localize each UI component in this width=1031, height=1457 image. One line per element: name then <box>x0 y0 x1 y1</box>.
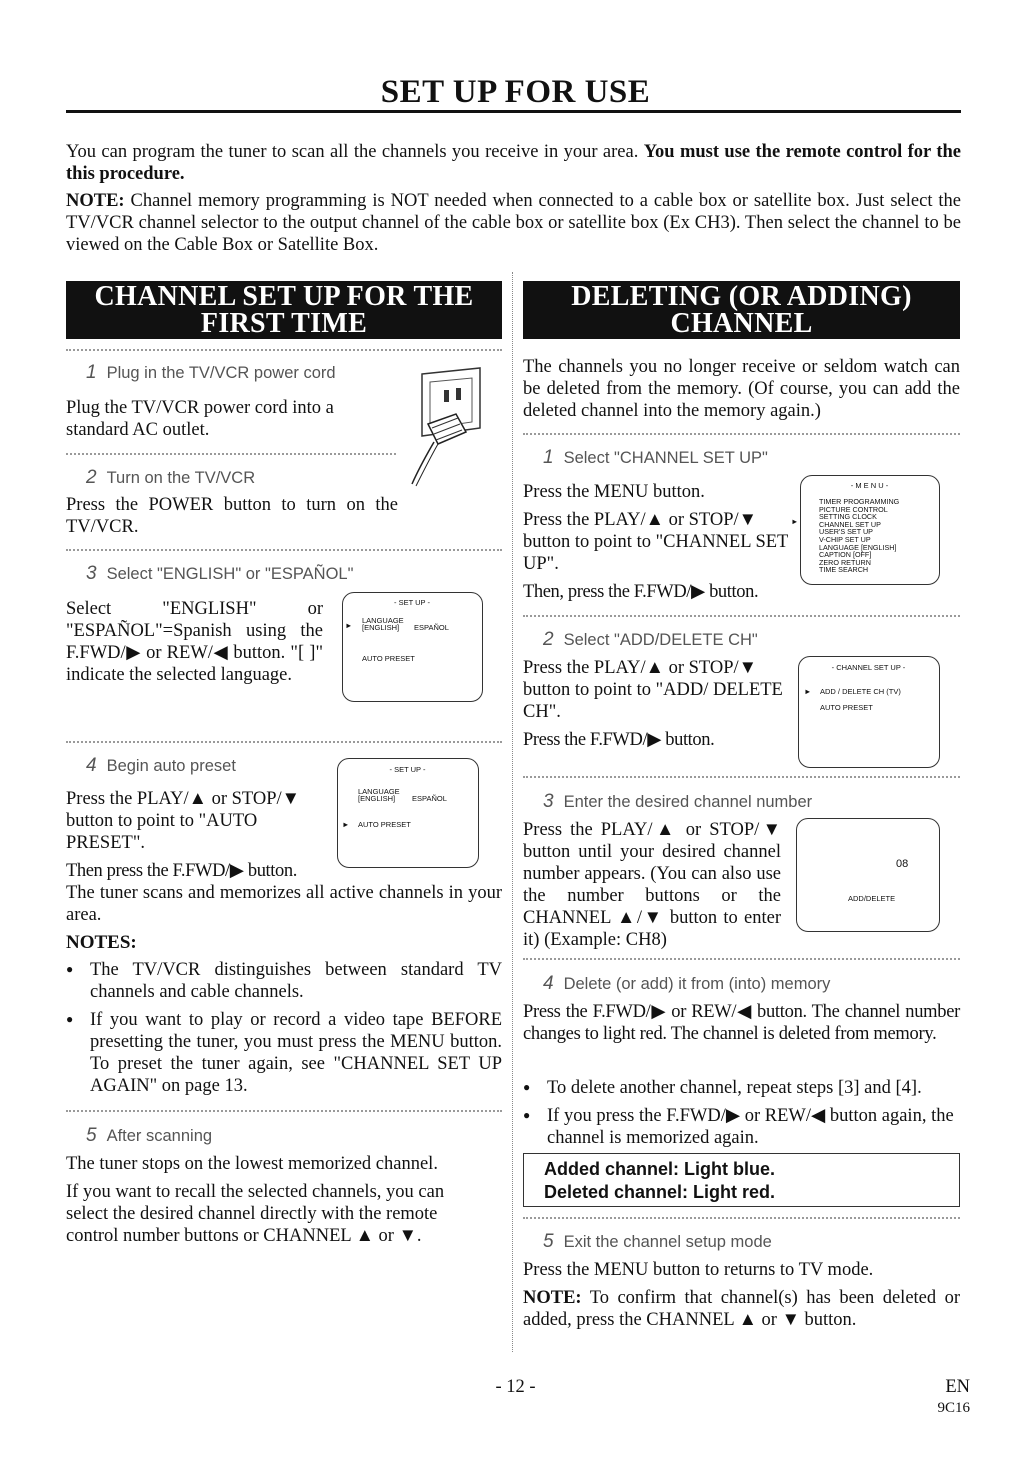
screen-header: - SET UP - <box>389 765 426 774</box>
title-rule <box>66 110 961 113</box>
channel-number-display: 08 <box>896 858 909 870</box>
step-number: 5 <box>543 1231 554 1252</box>
page-title: SET UP FOR USE <box>380 74 651 110</box>
right-step5-note <box>523 1287 960 1331</box>
screen-text: AUTO PRESET <box>358 820 411 829</box>
note-item <box>66 958 502 1003</box>
page-number: - 12 - <box>495 1377 536 1397</box>
screen-text: ADD/DELETE <box>848 894 896 903</box>
right-section-banner <box>523 281 960 339</box>
left-step1-body: Plug the TV/VCR power cord into a standard AC outlet. <box>66 398 334 440</box>
bullet-text: If you press the F.FWD/▶ or REW/◀ button again, the channel is memorized again. <box>547 1106 954 1148</box>
power-outlet-plug-icon <box>408 366 488 488</box>
right-step5-body: Press the MENU button to returns to TV mode. <box>523 1260 874 1280</box>
step-number: 2 <box>543 629 554 650</box>
screen-text: [ENGLISH] <box>362 623 400 632</box>
menu-item: PICTURE CONTROL <box>819 504 888 514</box>
notes-label: NOTES: <box>66 932 137 953</box>
step-title: Exit the channel setup mode <box>563 1233 772 1251</box>
step-number: 4 <box>543 973 554 994</box>
column-divider <box>512 272 513 1352</box>
left-step1-heading <box>86 362 336 384</box>
step-title: Begin auto preset <box>106 757 236 775</box>
left-banner-line-2: FIRST TIME <box>200 308 368 339</box>
right-step4-heading <box>543 973 830 995</box>
screen-cursor-arrow: ► <box>345 621 353 630</box>
channel-setup-screen <box>798 656 940 768</box>
step-title: After scanning <box>106 1127 213 1145</box>
left-step4-heading <box>86 755 236 777</box>
menu-item: USER'S SET UP <box>819 527 873 537</box>
step-title: Plug in the TV/VCR power cord <box>106 364 336 382</box>
divider <box>66 549 502 551</box>
screen-text: AUTO PRESET <box>362 654 415 663</box>
note-text: The TV/VCR distinguishes between standard TV channels and cable channels. <box>90 960 502 1002</box>
right-step4-body: Press the F.FWD/▶ or REW/◀ button. The channel number changes to light red. The channel is deleted from memory. <box>523 1002 960 1044</box>
right-banner-line-2: CHANNEL <box>670 308 813 339</box>
note-text: Channel memory programming is NOT needed when connected to a cable box or satellite box. Just select the TV/VCR channel selector to the output channel of the cable box or satellite box (Ex CH3). Then select the channel to be viewed on the Cable Box or Satellite Box. <box>66 191 962 255</box>
left-step2-body: Press the POWER button to turn on the TV/VCR. <box>66 495 398 537</box>
screen-text: LANGUAGE <box>362 616 404 625</box>
step-title: Turn on the TV/VCR <box>106 469 256 487</box>
divider <box>523 1217 960 1219</box>
step-title: Select "CHANNEL SET UP" <box>563 449 768 467</box>
note-text: To confirm that channel(s) has been deleted or added, press the CHANNEL ▲ or ▼ button. <box>523 1288 961 1330</box>
channel-number-screen <box>796 818 940 932</box>
screen-text: AUTO PRESET <box>820 703 873 712</box>
right-step2-body1: Press the PLAY/▲ or STOP/▼ button to point to "ADD/ DELETE CH". <box>523 658 783 722</box>
left-step3-heading <box>86 563 353 585</box>
intro-paragraph <box>66 141 961 185</box>
left-step5-heading <box>86 1125 212 1147</box>
menu-item: CHANNEL SET UP <box>819 519 881 529</box>
right-step1-body2: Press the PLAY/▲ or STOP/▼ button to point to "CHANNEL SET UP". <box>523 510 789 574</box>
deleted-channel-legend: Deleted channel: Light red. <box>544 1182 776 1202</box>
screen-cursor-arrow: ► <box>342 820 350 829</box>
step-title: Select "ENGLISH" or "ESPAÑOL" <box>106 565 354 583</box>
bullet-text: To delete another channel, repeat steps [3] and [4]. <box>547 1078 922 1098</box>
divider <box>66 349 502 351</box>
right-intro: The channels you no longer receive or seldom watch can be deleted from the memory. (Of course, you can add the deleted channel into the memory again.) <box>523 357 960 421</box>
step-number: 2 <box>86 467 97 488</box>
left-step3-body: Select "ENGLISH" or "ESPAÑOL"=Spanish using the F.FWD/▶ or REW/◀ button. "[ ]" indicate the selected language. <box>66 599 323 685</box>
divider <box>523 615 960 617</box>
screen-text: ADD / DELETE CH (TV) <box>820 687 901 696</box>
step-number: 4 <box>86 755 97 776</box>
note-text: If you want to play or record a video tape BEFORE presetting the tuner, you must press the MENU button. To preset the tuner again, see "CHANNEL SET UP AGAIN" on page 13. <box>90 1010 502 1096</box>
step-number: 1 <box>86 362 97 383</box>
right-step1-body1: Press the MENU button. <box>523 482 705 502</box>
right-step5-heading <box>543 1231 772 1253</box>
divider <box>66 1110 502 1112</box>
left-step5-body2: If you want to recall the selected channels, you can select the desired channel directly with the remote control number buttons or CHANNEL ▲ or ▼. <box>66 1182 445 1246</box>
step-number: 3 <box>543 791 554 812</box>
menu-item: ZERO RETURN <box>819 557 871 567</box>
left-step2-heading <box>86 467 255 489</box>
left-section-banner <box>66 281 502 339</box>
screen-text: [ENGLISH] <box>358 794 396 803</box>
right-step3-heading <box>543 791 812 813</box>
right-step2-body2: Press the F.FWD/▶ button. <box>523 730 715 750</box>
menu-item: TIME SEARCH <box>819 565 869 575</box>
step-number: 5 <box>86 1125 97 1146</box>
divider <box>523 958 960 960</box>
note-label: NOTE: <box>66 191 125 211</box>
left-banner-line-1: CHANNEL SET UP FOR THE <box>94 281 474 312</box>
screen-header: - CHANNEL SET UP - <box>831 663 906 672</box>
step-title: Select "ADD/DELETE CH" <box>563 631 758 649</box>
menu-item: LANGUAGE [ENGLISH] <box>819 542 897 552</box>
menu-item: V-CHIP SET UP <box>819 534 871 544</box>
right-step1-body3: Then, press the F.FWD/▶ button. <box>523 582 759 602</box>
divider <box>66 741 502 743</box>
bullet-icon: ● <box>66 962 74 976</box>
divider <box>66 453 396 455</box>
left-step5-body: The tuner stops on the lowest memorized channel. <box>66 1154 438 1174</box>
divider <box>523 776 960 778</box>
screen-cursor-arrow: ► <box>804 687 812 696</box>
screen-header: - M E N U - <box>850 481 889 490</box>
right-step1-heading <box>543 447 768 469</box>
left-step4-body: Press the PLAY/▲ or STOP/▼ button to point to "AUTO PRESET". <box>66 789 300 853</box>
setup-language-screen <box>342 592 483 702</box>
intro-text: You can program the tuner to scan all the channels you receive in your area. <box>66 142 639 162</box>
screen-cursor-arrow: ► <box>791 517 799 526</box>
menu-item: SETTING CLOCK <box>819 512 877 522</box>
divider <box>523 433 960 435</box>
step-title: Enter the desired channel number <box>563 793 813 811</box>
menu-item-list <box>819 498 899 574</box>
note-label: NOTE: <box>523 1288 582 1308</box>
bullet-icon: ● <box>523 1080 531 1094</box>
added-channel-legend: Added channel: Light blue. <box>544 1159 775 1179</box>
screen-header: - SET UP - <box>394 598 430 607</box>
setup-auto-preset-screen <box>337 758 479 868</box>
step-title: Delete (or add) it from (into) memory <box>563 975 831 993</box>
note-item <box>66 1008 502 1097</box>
right-step2-heading <box>543 629 758 651</box>
menu-item: CAPTION [OFF] <box>819 550 872 560</box>
screen-text: ESPAÑOL <box>414 623 449 632</box>
note-paragraph <box>66 190 961 256</box>
bullet-icon: ● <box>66 1012 74 1026</box>
right-step3-body: Press the PLAY/▲ or STOP/▼ button until your desired channel number appears. (You can also use the number buttons or the CHANNEL ▲/▼ button to enter it) (Example: CH8) <box>523 820 781 950</box>
step-number: 3 <box>86 563 97 584</box>
intro-bold-text: You must use the remote control for the this procedure. <box>66 142 961 184</box>
left-step4-body2: Then press the F.FWD/▶ button. <box>66 861 297 881</box>
menu-item: TIMER PROGRAMMING <box>819 497 900 506</box>
main-menu-screen <box>791 475 940 585</box>
bullet-icon: ● <box>523 1108 531 1122</box>
color-legend-box <box>523 1153 960 1207</box>
right-banner-line-1: DELETING (OR ADDING) <box>571 281 912 312</box>
step-number: 1 <box>543 447 554 468</box>
model-code: 9C16 <box>937 1400 970 1416</box>
bullet-item <box>523 1076 960 1099</box>
screen-text: ESPAÑOL <box>412 794 447 803</box>
bullet-item <box>523 1104 960 1149</box>
language-code: EN <box>945 1377 970 1397</box>
left-step4-body3: The tuner scans and memorizes all active channels in your area. <box>66 883 502 925</box>
screen-text: LANGUAGE <box>358 787 400 796</box>
